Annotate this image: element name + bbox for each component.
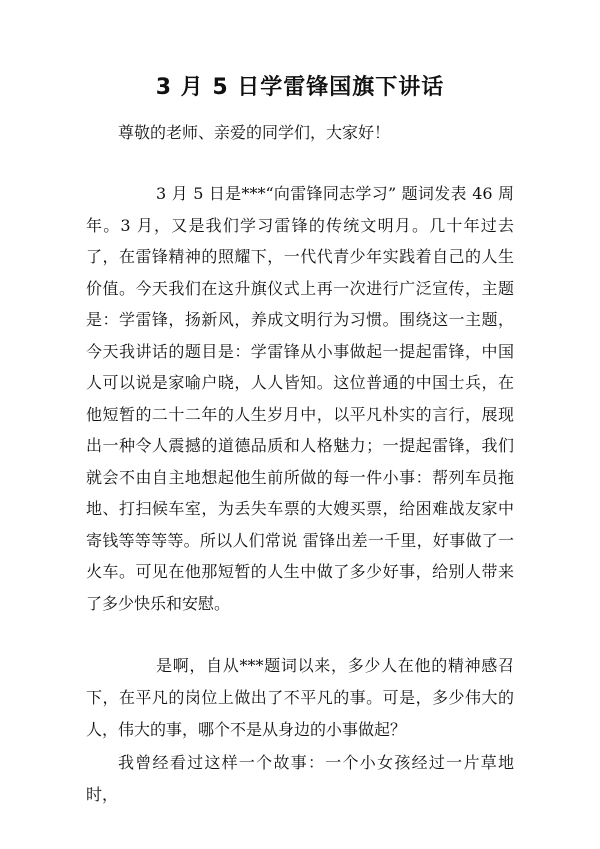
- body-paragraph-1: 3 月 5 日是***“向雷锋同志学习” 题词发表 46 周年。3 月，又是我们学习雷锋的传统文明月。几十年过去了，在雷锋精神的照耀下，一代代青少年实践着自己的人生价值。今天我们在这升旗仪式上再一次进行广泛宣传，主题是：学雷锋，扬新风，养成文明行为习惯。围绕这一主题，今天我讲话的题目是：学雷锋从小事做起一提起雷锋，中国人可以说是家喻户晓，人人皆知。这位普通的中国士兵，在他短暂的二十二年的人生岁月中，以平凡朴实的言行，展现出一种令人震撼的道德品质和人格魅力；一提起雷锋，我们就会不由自主地想起他生前所做的每一件小事：帮列车员拖地、打扫候车室，为丢失车票的大嫂买票，给困难战友家中寄钱等等等等。所以人们常说 雷锋出差一千里，好事做了一火车。可见在他那短暂的人生中做了多少好事，给别人带来了多少快乐和安慰。: [86, 184, 514, 613]
- body-paragraph-3: 我曾经看过这样一个故事：一个小女孩经过一片草地时，: [86, 753, 514, 804]
- greeting-paragraph: 尊敬的老师、亲爱的同学们，大家好！: [118, 123, 391, 142]
- document-title: 3 月 5 日学雷锋国旗下讲话: [155, 75, 445, 100]
- body-paragraph-2: 是啊，自从***题词以来，多少人在他的精神感召下，在平凡的岗位上做出了不平凡的事。可是，多少伟大的人，伟大的事，哪个不是从身边的小事做起？: [86, 656, 514, 739]
